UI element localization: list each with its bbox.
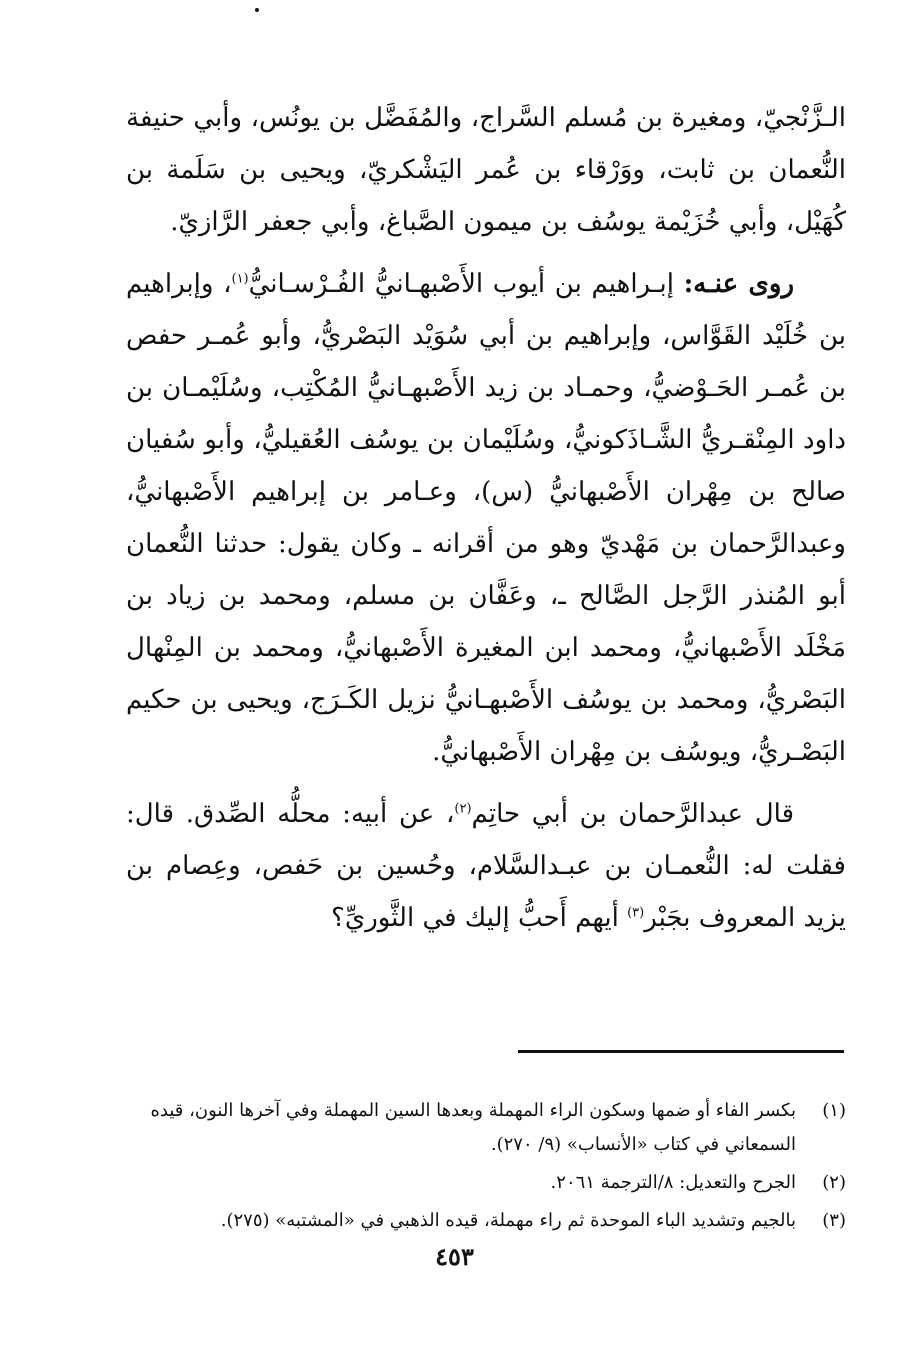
- footnote-separator: [518, 1050, 844, 1053]
- paragraph-quote: [126, 788, 846, 944]
- paragraph-text: قال عبدالرَّحمان بن أبي حاتِم: [471, 799, 794, 829]
- paragraph-students: [126, 258, 846, 778]
- paragraph-text: الـزَّنْجيّ، ومغيرة بن مُسلم السَّراج، والمُفَضَّل بن يونُس، وأبي حنيفة النُّعمان بن ثابت، ووَرْقاء بن عُمر اليَشْكريّ، ويحيى بن سَلَمة بن كُهَيْل، وأبي خُزَيْمة يوسُف بن ميمون الصَّباغ، وأبي جعفر الرَّازيّ.: [126, 103, 846, 237]
- paragraph-text: أيهم أَحبُّ إليك في الثَّوريِّ؟: [331, 903, 628, 933]
- paragraph-teachers: [126, 92, 846, 248]
- footnote-ref-2[interactable]: (٢): [454, 801, 472, 817]
- footnote-text: الجرح والتعديل: ٨/الترجمة ٢٠٦١.: [550, 1172, 796, 1193]
- footnote-text: بكسر الفاء أو ضمها وسكون الراء المهملة وبعدها السين المهملة وفي آخرها النون، قيده السمعاني في كتاب «الأنساب» (٩/ ٢٧٠).: [150, 1100, 796, 1155]
- footnote-number: (٣): [822, 1210, 846, 1231]
- footnote-2: [110, 1166, 846, 1200]
- footnote-ref-1[interactable]: (١): [231, 271, 249, 287]
- paragraph-text: ، وإبراهيم بن خُلَيْد القَوَّاس، وإبراهيم بن أبي سُوَيْد البَصْريُّ، وأبو عُمـر حفص بن عُمـر الحَـوْضيُّ، وحمـاد بن زيد الأَصْبهـانيُّ المُكْتِب، وسُلَيْمـان بن داود المِنْقـريُّ الشَّـاذَكونيُّ، وسُلَيْمان بن يوسُف العُقيليُّ، وأبو سُفيان صالح بن مِهْران الأَصْبهانيُّ (س)، وعـامر بن إبراهيم الأَصْبهانيُّ، وعبدالرَّحمان بن مَهْديّ وهو من أقرانه ـ وكان يقول: حدثنا النُّعمان أبو المُنذر الرَّجل الصَّالح ـ، وعَفَّان بن مسلم، ومحمد بن زياد بن مَخْلَد الأَصْبهانيُّ، ومحمد ابن المغيرة الأَصْبهانيُّ، ومحمد بن المِنْهال البَصْريُّ، ومحمد بن يوسُف الأَصْبهـانيُّ نزيل الكَـرَج، ويحيى بن حكيم البَصْـريُّ، ويوسُف بن مِهْران الأَصْبهانيُّ.: [126, 269, 846, 767]
- paragraph-text: ، عن أبيه: محلُّه الصِّدق. قال: فقلت له: النُّعمـان بن عبـدالسَّلام، وحُسين بن حَفص، وعِصام بن يزيد المعروف بجَبْر: [126, 799, 846, 933]
- paragraph-text: إبـراهيم بن أيوب الأَصْبهـانيُّ الفُـرْسـانيُّ: [248, 269, 684, 299]
- section-lead: روى عنـه:: [683, 269, 795, 299]
- page-number: ٤٥٣: [435, 1242, 474, 1271]
- footnote-1: [110, 1094, 846, 1162]
- footnote-3: [110, 1204, 846, 1238]
- top-dot-mark: [255, 8, 259, 12]
- main-text: [126, 92, 846, 944]
- footnote-ref-3[interactable]: (٣): [627, 905, 645, 921]
- footnote-number: (٢): [822, 1172, 846, 1193]
- footnote-text: بالجيم وتشديد الباء الموحدة ثم راء مهملة، قيده الذهبي في «المشتبه» (٢٧٥).: [220, 1210, 796, 1231]
- footnotes: [110, 1094, 846, 1238]
- footnote-number: (١): [822, 1100, 846, 1121]
